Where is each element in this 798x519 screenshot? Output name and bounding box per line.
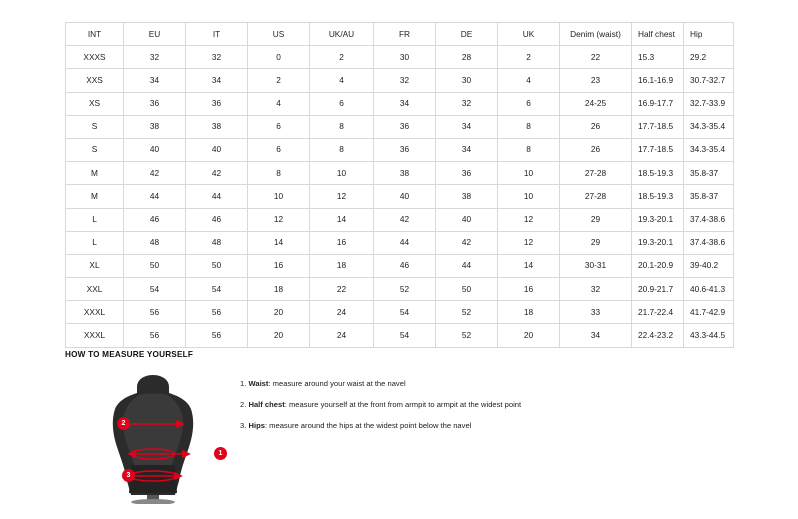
table-cell: 4 (248, 92, 310, 115)
table-row (66, 208, 734, 231)
table-cell: 23 (560, 69, 632, 92)
table-cell: 38 (124, 115, 186, 138)
table-cell: 46 (186, 208, 248, 231)
table-cell: 32 (186, 46, 248, 69)
table-row (66, 138, 734, 161)
table-row (66, 69, 734, 92)
table-cell: 44 (374, 231, 436, 254)
column-header: EU (124, 23, 186, 46)
table-cell: S (66, 138, 124, 161)
table-cell: 20.9-21.7 (632, 278, 684, 301)
table-cell: 20.1-20.9 (632, 254, 684, 277)
column-header: FR (374, 23, 436, 46)
table-cell: 17.7-18.5 (632, 138, 684, 161)
mannequin-illustration (95, 369, 225, 504)
table-cell: 50 (186, 254, 248, 277)
table-cell: M (66, 185, 124, 208)
table-cell: 46 (124, 208, 186, 231)
table-cell: 14 (310, 208, 374, 231)
table-row (66, 301, 734, 324)
table-cell: 41.7-42.9 (684, 301, 734, 324)
instruction-number: 1. (240, 379, 247, 388)
table-cell: 36 (124, 92, 186, 115)
table-cell: XXS (66, 69, 124, 92)
table-cell: 10 (248, 185, 310, 208)
table-cell: 27-28 (560, 162, 632, 185)
table-cell: 34.3-35.4 (684, 138, 734, 161)
table-cell: 32.7-33.9 (684, 92, 734, 115)
table-cell: 52 (436, 324, 498, 347)
table-cell: 30 (374, 46, 436, 69)
measure-bullet-3: 3 (122, 469, 135, 482)
table-cell: 6 (498, 92, 560, 115)
table-cell: XXXS (66, 46, 124, 69)
table-cell: 42 (186, 162, 248, 185)
table-cell: M (66, 162, 124, 185)
table-cell: 28 (436, 46, 498, 69)
table-row (66, 162, 734, 185)
table-cell: 35.8-37 (684, 185, 734, 208)
table-cell: 6 (310, 92, 374, 115)
table-cell: 39-40.2 (684, 254, 734, 277)
column-header: US (248, 23, 310, 46)
table-cell: 44 (436, 254, 498, 277)
table-row (66, 231, 734, 254)
instruction-item (240, 421, 720, 430)
table-cell: 21.7-22.4 (632, 301, 684, 324)
instruction-number: 3. (240, 421, 247, 431)
table-cell: 19.3-20.1 (632, 208, 684, 231)
column-header: UK/AU (310, 23, 374, 46)
table-cell: 29.2 (684, 46, 734, 69)
table-cell: 34.3-35.4 (684, 115, 734, 138)
table-cell: XL (66, 254, 124, 277)
table-row (66, 278, 734, 301)
table-cell: 32 (124, 46, 186, 69)
table-header-row (66, 23, 734, 46)
table-cell: 43.3-44.5 (684, 324, 734, 347)
table-cell: 34 (436, 138, 498, 161)
table-cell: 48 (124, 231, 186, 254)
table-cell: 16 (310, 231, 374, 254)
table-cell: 54 (374, 324, 436, 347)
table-cell: L (66, 231, 124, 254)
table-cell: 0 (248, 46, 310, 69)
table-cell: 54 (374, 301, 436, 324)
table-cell: 27-28 (560, 185, 632, 208)
table-cell: 6 (248, 115, 310, 138)
table-cell: 18 (248, 278, 310, 301)
table-row (66, 324, 734, 347)
table-row (66, 46, 734, 69)
table-cell: XXL (66, 278, 124, 301)
table-row (66, 185, 734, 208)
table-row (66, 92, 734, 115)
table-cell: 40.6-41.3 (684, 278, 734, 301)
table-cell: 36 (186, 92, 248, 115)
table-cell: 30-31 (560, 254, 632, 277)
table-cell: 34 (560, 324, 632, 347)
table-cell: 48 (186, 231, 248, 254)
size-chart-container (65, 22, 733, 348)
table-cell: 2 (248, 69, 310, 92)
table-cell: 15.3 (632, 46, 684, 69)
table-cell: 24 (310, 324, 374, 347)
table-cell: 8 (248, 162, 310, 185)
instruction-term: Hips (248, 421, 265, 431)
table-cell: 56 (124, 301, 186, 324)
table-cell: 8 (310, 115, 374, 138)
table-cell: 54 (186, 278, 248, 301)
table-cell: 34 (124, 69, 186, 92)
table-cell: 10 (498, 185, 560, 208)
table-cell: 52 (374, 278, 436, 301)
table-cell: 40 (124, 138, 186, 161)
table-cell: 40 (436, 208, 498, 231)
table-cell: 38 (374, 162, 436, 185)
table-cell: 38 (186, 115, 248, 138)
table-cell: 8 (310, 138, 374, 161)
column-header: Denim (waist) (560, 23, 632, 46)
instruction-item (240, 379, 720, 388)
table-cell: 26 (560, 138, 632, 161)
table-cell: 42 (124, 162, 186, 185)
table-cell: 12 (310, 185, 374, 208)
table-cell: 16.1-16.9 (632, 69, 684, 92)
instruction-text: : measure yourself at the front from armpit to armpit at the widest point (284, 400, 522, 410)
table-cell: 34 (186, 69, 248, 92)
column-header: Half chest (632, 23, 684, 46)
table-cell: 33 (560, 301, 632, 324)
measure-bullet-2: 2 (117, 417, 130, 430)
table-cell: 20 (498, 324, 560, 347)
table-cell: 18.5-19.3 (632, 185, 684, 208)
table-cell: 12 (248, 208, 310, 231)
table-cell: 12 (498, 208, 560, 231)
table-cell: 24-25 (560, 92, 632, 115)
table-cell: 20 (248, 301, 310, 324)
table-cell: 29 (560, 208, 632, 231)
table-cell: 34 (436, 115, 498, 138)
column-header: Hip (684, 23, 734, 46)
table-cell: 4 (498, 69, 560, 92)
table-cell: 30 (436, 69, 498, 92)
table-cell: 52 (436, 301, 498, 324)
table-cell: 10 (310, 162, 374, 185)
size-chart-table (65, 22, 734, 348)
measure-instructions (240, 379, 720, 442)
table-cell: 14 (498, 254, 560, 277)
table-cell: 56 (124, 324, 186, 347)
table-cell: 2 (310, 46, 374, 69)
table-cell: 4 (310, 69, 374, 92)
table-cell: 40 (374, 185, 436, 208)
table-cell: 42 (436, 231, 498, 254)
table-cell: 20 (248, 324, 310, 347)
table-cell: 19.3-20.1 (632, 231, 684, 254)
instruction-term: Waist (248, 379, 269, 388)
table-cell: 8 (498, 138, 560, 161)
instruction-term: Half chest (248, 400, 285, 410)
table-cell: 24 (310, 301, 374, 324)
table-cell: 34 (374, 92, 436, 115)
table-cell: 2 (498, 46, 560, 69)
table-cell: 18 (498, 301, 560, 324)
table-cell: 16.9-17.7 (632, 92, 684, 115)
table-cell: 18 (310, 254, 374, 277)
table-row (66, 254, 734, 277)
table-cell: XXXL (66, 324, 124, 347)
measure-bullet-1: 1 (214, 447, 227, 460)
table-cell: 22 (310, 278, 374, 301)
table-cell: 29 (560, 231, 632, 254)
column-header: DE (436, 23, 498, 46)
table-cell: 56 (186, 301, 248, 324)
table-cell: 38 (436, 185, 498, 208)
table-cell: 46 (374, 254, 436, 277)
table-cell: 54 (124, 278, 186, 301)
instruction-text: : measure around the hips at the widest point below the navel (264, 421, 472, 431)
column-header: IT (186, 23, 248, 46)
table-cell: 37.4-38.6 (684, 208, 734, 231)
table-cell: 36 (374, 138, 436, 161)
table-cell: XS (66, 92, 124, 115)
table-cell: 56 (186, 324, 248, 347)
table-cell: 36 (436, 162, 498, 185)
table-cell: L (66, 208, 124, 231)
table-cell: 36 (374, 115, 436, 138)
table-cell: 50 (124, 254, 186, 277)
table-cell: 35.8-37 (684, 162, 734, 185)
table-cell: 17.7-18.5 (632, 115, 684, 138)
table-cell: 16 (498, 278, 560, 301)
table-cell: 6 (248, 138, 310, 161)
table-cell: S (66, 115, 124, 138)
table-cell: 37.4-38.6 (684, 231, 734, 254)
table-body (66, 46, 734, 347)
table-cell: 26 (560, 115, 632, 138)
table-cell: 8 (498, 115, 560, 138)
measure-body (65, 369, 733, 509)
instruction-number: 2. (240, 400, 247, 410)
table-cell: 44 (124, 185, 186, 208)
how-to-measure-section (65, 350, 733, 509)
table-cell: 40 (186, 138, 248, 161)
table-cell: XXXL (66, 301, 124, 324)
table-cell: 12 (498, 231, 560, 254)
table-cell: 22.4-23.2 (632, 324, 684, 347)
table-cell: 22 (560, 46, 632, 69)
table-cell: 14 (248, 231, 310, 254)
instruction-text: : measure around your waist at the navel (268, 379, 406, 388)
table-cell: 16 (248, 254, 310, 277)
instruction-item (240, 400, 720, 409)
table-cell: 50 (436, 278, 498, 301)
table-cell: 10 (498, 162, 560, 185)
table-cell: 44 (186, 185, 248, 208)
table-row (66, 115, 734, 138)
table-cell: 42 (374, 208, 436, 231)
table-cell: 30.7-32.7 (684, 69, 734, 92)
table-cell: 18.5-19.3 (632, 162, 684, 185)
column-header: INT (66, 23, 124, 46)
table-cell: 32 (436, 92, 498, 115)
table-cell: 32 (560, 278, 632, 301)
section-title: HOW TO MEASURE YOURSELF (65, 350, 194, 359)
table-cell: 32 (374, 69, 436, 92)
column-header: UK (498, 23, 560, 46)
